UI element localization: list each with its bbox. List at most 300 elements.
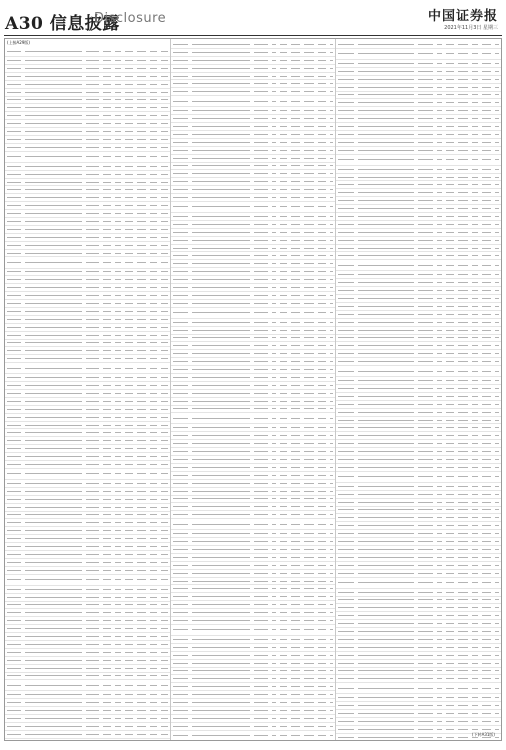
table-cell (173, 639, 188, 640)
table-cell (437, 388, 442, 389)
table-row (171, 335, 336, 343)
table-cell (272, 435, 276, 436)
table-cell (358, 557, 414, 558)
table-cell (150, 579, 157, 580)
table-cell (482, 494, 491, 495)
table-cell (418, 177, 433, 178)
table-row (336, 131, 501, 139)
table-row (336, 92, 501, 100)
table-cell (272, 726, 276, 727)
table-cell (86, 483, 99, 484)
table-cell (437, 255, 442, 256)
table-cell (7, 166, 21, 167)
table-cell (280, 216, 287, 217)
table-cell (437, 549, 442, 550)
table-row (336, 287, 501, 295)
table-cell (280, 83, 287, 84)
table-row (171, 546, 336, 554)
table-cell (272, 330, 276, 331)
table-cell (446, 541, 454, 542)
table-cell (137, 107, 146, 108)
table-cell (137, 131, 146, 132)
table-cell (254, 549, 268, 550)
table-cell (254, 620, 268, 621)
table-cell (472, 557, 478, 558)
table-cell (161, 628, 168, 629)
table-cell (472, 361, 478, 362)
table-cell (446, 94, 454, 95)
table-cell (254, 52, 268, 53)
table-cell (192, 702, 251, 703)
table-cell (358, 476, 414, 477)
table-cell (173, 353, 188, 354)
table-cell (150, 303, 157, 304)
table-cell (280, 248, 287, 249)
table-cell (192, 467, 251, 468)
table-row (5, 602, 170, 610)
table-cell (25, 368, 82, 369)
table-cell (103, 221, 111, 222)
table-cell (291, 718, 300, 719)
table-cell (86, 570, 99, 571)
table-cell (103, 123, 111, 124)
table-row (336, 181, 501, 189)
table-cell (7, 350, 21, 351)
table-cell (318, 647, 326, 648)
table-cell (472, 290, 478, 291)
table-cell (86, 115, 99, 116)
table-cell (25, 107, 82, 108)
table-cell (338, 713, 354, 714)
table-cell (272, 224, 276, 225)
table-cell (115, 377, 121, 378)
table-cell (137, 385, 146, 386)
table-cell (338, 53, 354, 54)
table-cell (192, 506, 251, 507)
table-cell (125, 522, 133, 523)
table-cell (254, 216, 268, 217)
table-cell (192, 216, 251, 217)
table-cell (150, 401, 157, 402)
table-cell (192, 718, 251, 719)
table-cell (115, 182, 121, 183)
table-cell (125, 483, 133, 484)
table-cell (173, 565, 188, 566)
table-row (171, 213, 336, 221)
table-cell (446, 697, 454, 698)
table-cell (495, 298, 499, 299)
table-row (336, 189, 501, 197)
table-cell (192, 514, 251, 515)
table-row (171, 456, 336, 464)
table-row (171, 644, 336, 652)
table-cell (330, 44, 333, 45)
table-cell (338, 353, 354, 354)
table-cell (280, 142, 287, 143)
table-cell (272, 663, 276, 664)
table-cell (304, 678, 314, 679)
page-header (0, 0, 506, 36)
table-cell (318, 377, 326, 378)
table-cell (254, 345, 268, 346)
table-cell (161, 271, 168, 272)
table-cell (272, 158, 276, 159)
table-cell (137, 432, 146, 433)
table-cell (446, 639, 454, 640)
table-row (5, 112, 170, 120)
table-cell (137, 377, 146, 378)
table-cell (115, 401, 121, 402)
table-cell (437, 631, 442, 632)
table-cell (418, 314, 433, 315)
table-cell (192, 735, 251, 736)
table-cell (272, 181, 276, 182)
table-cell (272, 369, 276, 370)
table-row (336, 366, 501, 377)
table-cell (458, 306, 468, 307)
table-cell (418, 615, 433, 616)
table-cell (137, 675, 146, 676)
table-cell (25, 522, 82, 523)
table-cell (254, 142, 268, 143)
table-cell (254, 206, 268, 207)
table-cell (358, 623, 414, 624)
table-cell (86, 620, 99, 621)
table-cell (291, 369, 300, 370)
table-cell (254, 83, 268, 84)
table-row (171, 382, 336, 390)
table-cell (25, 350, 82, 351)
table-cell (437, 361, 442, 362)
table-cell (272, 287, 276, 288)
table-cell (192, 612, 251, 613)
table-cell (150, 440, 157, 441)
table-cell (472, 87, 478, 88)
table-cell (458, 314, 468, 315)
table-cell (254, 312, 268, 313)
table-cell (472, 126, 478, 127)
table-cell (446, 345, 454, 346)
table-column (5, 39, 171, 740)
table-cell (304, 385, 314, 386)
table-cell (318, 240, 326, 241)
table-cell (318, 255, 326, 256)
table-cell (86, 189, 99, 190)
table-row (5, 179, 170, 187)
table-cell (7, 694, 21, 695)
table-cell (272, 295, 276, 296)
table-cell (418, 353, 433, 354)
table-cell (495, 729, 499, 730)
table-cell (437, 177, 442, 178)
table-cell (86, 262, 99, 263)
table-cell (272, 514, 276, 515)
table-cell (330, 620, 333, 621)
table-cell (458, 467, 468, 468)
table-cell (192, 224, 251, 225)
table-cell (446, 573, 454, 574)
table-row (336, 417, 501, 425)
table-cell (125, 237, 133, 238)
table-cell (318, 83, 326, 84)
table-cell (125, 612, 133, 613)
table-cell (86, 350, 99, 351)
table-cell (495, 118, 499, 119)
table-cell (161, 76, 168, 77)
table-cell (272, 322, 276, 323)
table-cell (304, 498, 314, 499)
table-cell (482, 502, 491, 503)
table-cell (330, 655, 333, 656)
table-cell (458, 486, 468, 487)
table-cell (482, 44, 491, 45)
table-cell (472, 404, 478, 405)
table-cell (482, 142, 491, 143)
table-cell (291, 393, 300, 394)
table-cell (103, 718, 111, 719)
table-cell (318, 385, 326, 386)
table-cell (137, 319, 146, 320)
table-cell (137, 636, 146, 637)
table-cell (318, 408, 326, 409)
table-cell (437, 192, 442, 193)
table-cell (125, 342, 133, 343)
table-cell (291, 506, 300, 507)
table-cell (173, 573, 188, 574)
table-cell (192, 303, 251, 304)
table-cell (358, 533, 414, 534)
table-cell (7, 483, 21, 484)
table-cell (291, 248, 300, 249)
table-cell (125, 597, 133, 598)
table-row (5, 269, 170, 277)
table-cell (86, 507, 99, 508)
table-row (171, 660, 336, 668)
table-cell (173, 408, 188, 409)
table-cell (115, 107, 121, 108)
table-cell (472, 678, 478, 679)
table-cell (137, 262, 146, 263)
table-cell (358, 330, 414, 331)
table-cell (437, 525, 442, 526)
table-cell (103, 644, 111, 645)
table-cell (173, 248, 188, 249)
table-cell (318, 271, 326, 272)
table-cell (137, 401, 146, 402)
table-cell (192, 418, 251, 419)
table-cell (358, 142, 414, 143)
table-cell (418, 678, 433, 679)
table-cell (304, 418, 314, 419)
table-cell (125, 107, 133, 108)
table-cell (150, 718, 157, 719)
table-cell (338, 248, 354, 249)
table-cell (103, 491, 111, 492)
table-cell (103, 694, 111, 695)
table-row (171, 448, 336, 456)
table-cell (161, 491, 168, 492)
table-cell (115, 205, 121, 206)
table-cell (125, 448, 133, 449)
table-cell (330, 224, 333, 225)
table-cell (291, 353, 300, 354)
table-cell (125, 245, 133, 246)
table-row (336, 522, 501, 530)
table-cell (338, 494, 354, 495)
table-cell (472, 517, 478, 518)
table-cell (150, 319, 157, 320)
table-cell (115, 464, 121, 465)
table-cell (125, 197, 133, 198)
table-cell (7, 139, 21, 140)
table-cell (495, 200, 499, 201)
table-cell (272, 443, 276, 444)
table-cell (7, 197, 21, 198)
table-cell (437, 134, 442, 135)
table-cell (272, 312, 276, 313)
table-row (5, 292, 170, 300)
table-row (5, 649, 170, 657)
table-cell (495, 371, 499, 372)
table-cell (446, 721, 454, 722)
table-row (5, 308, 170, 316)
table-cell (318, 142, 326, 143)
table-cell (482, 592, 491, 593)
table-cell (161, 589, 168, 590)
table-cell (25, 123, 82, 124)
table-cell (161, 644, 168, 645)
table-cell (272, 735, 276, 736)
table-cell (272, 694, 276, 695)
table-cell (358, 420, 414, 421)
table-row (336, 393, 501, 401)
table-cell (115, 385, 121, 386)
table-cell (25, 597, 82, 598)
table-cell (437, 290, 442, 291)
table-cell (291, 596, 300, 597)
table-cell (161, 287, 168, 288)
table-cell (304, 710, 314, 711)
table-cell (330, 498, 333, 499)
table-cell (115, 368, 121, 369)
table-cell (272, 263, 276, 264)
table-cell (495, 705, 499, 706)
table-cell (472, 615, 478, 616)
table-cell (304, 393, 314, 394)
table-cell (86, 271, 99, 272)
table-cell (25, 464, 82, 465)
table-cell (318, 248, 326, 249)
table-cell (280, 312, 287, 313)
table-cell (150, 464, 157, 465)
table-cell (482, 486, 491, 487)
table-cell (115, 262, 121, 263)
table-cell (7, 440, 21, 441)
table-cell (272, 418, 276, 419)
table-cell (472, 216, 478, 217)
table-cell (482, 713, 491, 714)
table-cell (192, 726, 251, 727)
table-cell (338, 159, 354, 160)
table-cell (437, 713, 442, 714)
table-cell (173, 393, 188, 394)
table-cell (86, 734, 99, 735)
table-cell (318, 181, 326, 182)
table-column (171, 39, 337, 740)
table-cell (291, 604, 300, 605)
table-cell (330, 271, 333, 272)
table-cell (125, 668, 133, 669)
table-cell (25, 483, 82, 484)
table-cell (125, 710, 133, 711)
table-cell (318, 694, 326, 695)
table-cell (115, 562, 121, 563)
table-cell (437, 427, 442, 428)
table-cell (446, 615, 454, 616)
table-cell (458, 232, 468, 233)
table-cell (137, 99, 146, 100)
table-cell (330, 573, 333, 574)
table-cell (103, 675, 111, 676)
table-cell (125, 491, 133, 492)
table-cell (418, 451, 433, 452)
table-cell (86, 612, 99, 613)
table-cell (7, 685, 21, 686)
table-cell (115, 448, 121, 449)
table-cell (304, 573, 314, 574)
table-row (5, 210, 170, 218)
table-cell (254, 459, 268, 460)
table-cell (115, 139, 121, 140)
table-cell (291, 467, 300, 468)
table-cell (472, 282, 478, 283)
table-cell (150, 350, 157, 351)
table-cell (318, 330, 326, 331)
table-cell (7, 115, 21, 116)
table-cell (458, 541, 468, 542)
table-cell (482, 639, 491, 640)
table-cell (173, 303, 188, 304)
table-cell (358, 255, 414, 256)
table-cell (103, 76, 111, 77)
table-cell (173, 142, 188, 143)
table-cell (495, 688, 499, 689)
table-cell (330, 541, 333, 542)
table-cell (115, 287, 121, 288)
table-cell (192, 670, 251, 671)
table-cell (291, 483, 300, 484)
table-cell (150, 253, 157, 254)
table-cell (280, 287, 287, 288)
table-cell (472, 697, 478, 698)
table-cell (304, 142, 314, 143)
table-cell (161, 303, 168, 304)
table-cell (115, 335, 121, 336)
table-cell (103, 734, 111, 735)
table-cell (161, 358, 168, 359)
table-cell (25, 253, 82, 254)
table-cell (338, 118, 354, 119)
table-row (171, 578, 336, 586)
table-cell (330, 475, 333, 476)
table-cell (495, 388, 499, 389)
table-cell (272, 197, 276, 198)
table-cell (103, 473, 111, 474)
table-cell (280, 612, 287, 613)
table-cell (137, 253, 146, 254)
table-cell (7, 221, 21, 222)
table-cell (173, 620, 188, 621)
